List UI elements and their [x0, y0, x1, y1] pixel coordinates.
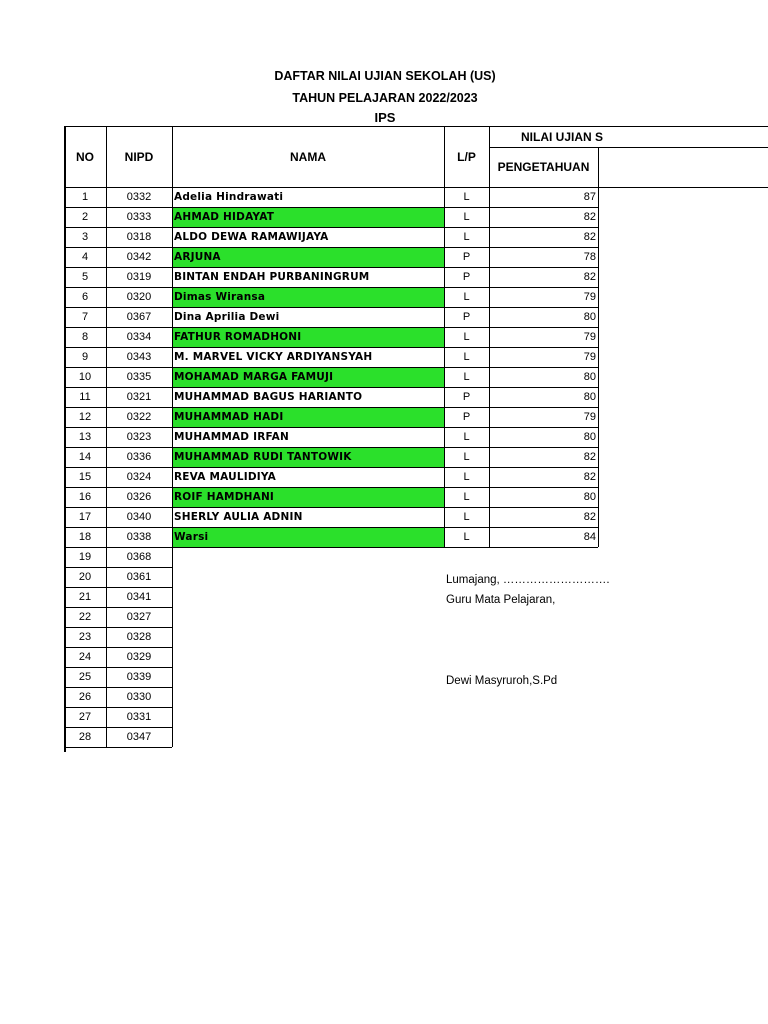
nipd-cell: 0319: [126, 271, 152, 283]
student-name: Warsi: [174, 531, 209, 543]
table-row: [64, 247, 768, 267]
column-line-lp: [444, 126, 445, 547]
score-cell: 80: [583, 371, 596, 383]
table-row: [64, 607, 172, 627]
nipd-cell: 0340: [126, 511, 152, 523]
score-cell: 82: [583, 231, 596, 243]
table-row: [64, 207, 768, 227]
table-row: [64, 267, 768, 287]
nipd-cell: 0324: [126, 471, 152, 483]
row-number: 28: [78, 731, 92, 743]
score-cell: 80: [583, 491, 596, 503]
nipd-cell: 0361: [126, 571, 152, 583]
student-name: MUHAMMAD HADI: [174, 411, 284, 423]
table-row: [64, 707, 172, 727]
nipd-cell: 0321: [126, 391, 152, 403]
nipd-cell: 0323: [126, 431, 152, 443]
student-name: ARJUNA: [174, 251, 221, 263]
score-cell: 79: [583, 351, 596, 363]
row-number: 20: [78, 571, 92, 583]
row-number: 15: [78, 471, 92, 483]
column-line-nama: [172, 126, 173, 747]
nipd-cell: 0334: [126, 331, 152, 343]
column-header-nama: NAMA: [290, 149, 326, 164]
table-row: [64, 227, 768, 247]
row-number: 19: [78, 551, 92, 563]
row-number: 24: [78, 651, 92, 663]
column-header-lp: L/P: [457, 149, 476, 164]
row-number: 6: [81, 291, 89, 303]
table-bottom-line: [64, 747, 172, 748]
gender-cell: L: [463, 291, 470, 303]
table-row: [64, 527, 768, 547]
score-cell: 80: [583, 431, 596, 443]
score-cell: 87: [583, 191, 596, 203]
table-row: [64, 487, 768, 507]
gender-cell: L: [463, 211, 470, 223]
table-row: [64, 507, 768, 527]
row-number: 10: [78, 371, 92, 383]
nipd-cell: 0339: [126, 671, 152, 683]
nipd-cell: 0328: [126, 631, 152, 643]
score-cell: 82: [583, 511, 596, 523]
student-name: M. MARVEL VICKY ARDIYANSYAH: [174, 351, 373, 363]
header-top-line: [64, 126, 768, 127]
gender-cell: P: [462, 271, 471, 283]
row-number: 9: [81, 351, 89, 363]
gender-cell: L: [463, 231, 470, 243]
student-name: SHERLY AULIA ADNIN: [174, 511, 303, 523]
table-row: [64, 647, 172, 667]
score-cell: 80: [583, 311, 596, 323]
score-cell: 80: [583, 391, 596, 403]
nipd-cell: 0343: [126, 351, 152, 363]
nipd-cell: 0338: [126, 531, 152, 543]
nipd-cell: 0336: [126, 451, 152, 463]
row-number: 5: [81, 271, 89, 283]
grades-table: [64, 126, 768, 752]
row-number: 2: [81, 211, 89, 223]
table-row: [64, 187, 768, 207]
gender-cell: P: [462, 251, 471, 263]
student-name: MOHAMAD MARGA FAMUJI: [174, 371, 334, 383]
student-name: ROIF HAMDHANI: [174, 491, 275, 503]
column-header-no: NO: [76, 149, 94, 164]
row-number: 8: [81, 331, 89, 343]
student-name: MUHAMMAD IRFAN: [174, 431, 289, 443]
table-row: [64, 307, 768, 327]
student-name: BINTAN ENDAH PURBANINGRUM: [174, 271, 370, 283]
table-row: [64, 407, 768, 427]
gender-cell: L: [463, 371, 470, 383]
header-group-line: [489, 147, 768, 148]
column-line-nilai: [489, 126, 490, 547]
gender-cell: L: [463, 471, 470, 483]
row-number: 17: [78, 511, 92, 523]
nipd-cell: 0320: [126, 291, 152, 303]
student-name: MUHAMMAD RUDI TANTOWIK: [174, 451, 352, 463]
table-row: [64, 587, 172, 607]
student-name: Dina Aprilia Dewi: [174, 311, 280, 323]
nipd-cell: 0318: [126, 231, 152, 243]
score-cell: 82: [583, 211, 596, 223]
column-header-nipd: NIPD: [124, 149, 154, 164]
table-row: [64, 467, 768, 487]
nipd-cell: 0367: [126, 311, 152, 323]
row-number: 7: [81, 311, 89, 323]
gender-cell: L: [463, 491, 470, 503]
column-header-pengetahuan: PENGETAHUAN: [497, 160, 590, 174]
table-row: [64, 327, 768, 347]
table-row: [64, 387, 768, 407]
table-row: [64, 447, 768, 467]
gender-cell: L: [463, 351, 470, 363]
signature-place-date: Lumajang, ……………………….: [446, 574, 610, 586]
row-number: 3: [81, 231, 89, 243]
nipd-cell: 0341: [126, 591, 152, 603]
score-cell: 79: [583, 411, 596, 423]
score-cell: 84: [583, 531, 596, 543]
table-row: [64, 547, 172, 567]
school-year: TAHUN PELAJARAN 2022/2023: [292, 91, 478, 105]
score-cell: 82: [583, 471, 596, 483]
row-number: 14: [78, 451, 92, 463]
gender-cell: L: [463, 431, 470, 443]
row-number: 1: [81, 191, 89, 203]
gender-cell: L: [463, 191, 470, 203]
row-number: 22: [78, 611, 92, 623]
table-row: [64, 427, 768, 447]
nipd-cell: 0333: [126, 211, 152, 223]
nipd-cell: 0329: [126, 651, 152, 663]
nipd-cell: 0330: [126, 691, 152, 703]
table-row: [64, 347, 768, 367]
score-cell: 78: [583, 251, 596, 263]
student-name: AHMAD HIDAYAT: [174, 211, 275, 223]
table-row: [64, 367, 768, 387]
row-number: 23: [78, 631, 92, 643]
row-number: 27: [78, 711, 92, 723]
student-name: Adelia Hindrawati: [174, 191, 284, 203]
student-name: MUHAMMAD BAGUS HARIANTO: [174, 391, 363, 403]
student-name: FATHUR ROMADHONI: [174, 331, 302, 343]
row-number: 26: [78, 691, 92, 703]
row-number: 11: [79, 391, 91, 403]
score-cell: 82: [583, 451, 596, 463]
subject-name: IPS: [374, 110, 396, 125]
row-number: 12: [78, 411, 92, 423]
table-row: [64, 627, 172, 647]
nipd-cell: 0335: [126, 371, 152, 383]
gender-cell: P: [462, 311, 471, 323]
score-cell: 79: [583, 331, 596, 343]
gender-cell: L: [463, 511, 470, 523]
table-row: [64, 727, 172, 747]
table-row: [64, 667, 172, 687]
student-name: Dimas Wiransa: [174, 291, 266, 303]
row-number: 13: [78, 431, 92, 443]
column-line-pengetahuan-end: [598, 147, 599, 547]
nipd-cell: 0322: [126, 411, 152, 423]
table-row: [64, 287, 768, 307]
score-cell: 82: [583, 271, 596, 283]
table-row: [64, 687, 172, 707]
nipd-cell: 0347: [126, 731, 152, 743]
signature-name: Dewi Masyruroh,S.Pd: [446, 675, 558, 687]
gender-cell: L: [463, 451, 470, 463]
nipd-cell: 0326: [126, 491, 152, 503]
gender-cell: P: [462, 391, 471, 403]
signature-role: Guru Mata Pelajaran,: [446, 594, 556, 606]
row-number: 18: [78, 531, 92, 543]
nipd-cell: 0368: [126, 551, 152, 563]
row-number: 25: [78, 671, 92, 683]
nipd-cell: 0342: [126, 251, 152, 263]
row-number: 16: [78, 491, 92, 503]
document-title: DAFTAR NILAI UJIAN SEKOLAH (US): [274, 69, 496, 83]
gender-cell: P: [462, 411, 471, 423]
gender-cell: L: [463, 331, 470, 343]
student-name: REVA MAULIDIYA: [174, 471, 276, 483]
row-number: 4: [81, 251, 89, 263]
row-number: 21: [78, 591, 92, 603]
nipd-cell: 0331: [126, 711, 152, 723]
table-row: [64, 567, 172, 587]
column-header-group: NILAI UJIAN S: [521, 129, 604, 144]
nipd-cell: 0327: [126, 611, 152, 623]
gender-cell: L: [463, 531, 470, 543]
student-name: ALDO DEWA RAMAWIJAYA: [174, 231, 329, 243]
column-line-nipd: [106, 126, 107, 747]
score-cell: 79: [583, 291, 596, 303]
nipd-cell: 0332: [126, 191, 152, 203]
